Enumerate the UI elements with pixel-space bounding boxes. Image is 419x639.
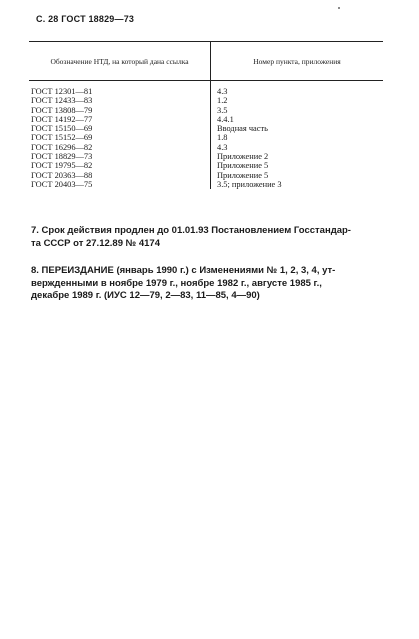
notes-section xyxy=(31,225,393,318)
document-cell: ГОСТ 15150—69 xyxy=(31,124,93,134)
clause-column xyxy=(210,87,383,189)
document-cell: ГОСТ 12301—81 xyxy=(31,87,93,96)
document-cell: ГОСТ 20403—75 xyxy=(31,179,93,189)
clause-cell: Вводная часть xyxy=(217,124,268,134)
table-header-row xyxy=(29,41,383,81)
note-line: 8. ПЕРЕИЗДАНИЕ (январь 1990 г.) с Изменениями № 1, 2, 3, 4, ут- xyxy=(31,265,336,277)
clause-cell: 4.3 xyxy=(217,142,228,152)
table-body xyxy=(29,81,383,189)
document-cell: ГОСТ 20363—88 xyxy=(31,170,93,180)
note-validity-extension xyxy=(31,225,393,250)
clause-cell: Приложение 5 xyxy=(217,170,269,180)
clause-cell: Приложение 5 xyxy=(217,161,269,171)
document-cell: ГОСТ 18829—73 xyxy=(31,152,93,162)
document-cell: ГОСТ 13808—79 xyxy=(31,105,93,115)
document-cell: ГОСТ 12433—83 xyxy=(31,96,93,106)
note-reissue xyxy=(31,265,393,303)
clause-cell: 3.5 xyxy=(217,105,228,115)
clause-cell: 4.3 xyxy=(217,87,228,96)
clause-cell: Приложение 2 xyxy=(217,152,269,162)
document-column xyxy=(29,87,210,189)
note-line: та СССР от 27.12.89 № 4174 xyxy=(31,237,160,249)
clause-cell: 1.2 xyxy=(217,96,228,106)
note-line: декабре 1989 г. (ИУС 12—79, 2—83, 11—85, 4—90) xyxy=(31,290,260,302)
page-header: С. 28 ГОСТ 18829—73 xyxy=(36,14,135,24)
note-line: вержденными в ноябре 1979 г., ноябре 1982 г., августе 1985 г., xyxy=(31,277,322,289)
column-header-document: Обозначение НТД, на который дана ссылка xyxy=(50,56,189,66)
column-header-clause: Номер пункта, приложения xyxy=(210,42,383,80)
document-cell: ГОСТ 19795—82 xyxy=(31,161,93,171)
reference-table xyxy=(29,41,383,189)
document-cell: ГОСТ 16296—82 xyxy=(31,142,93,152)
note-line: 7. Срок действия продлен до 01.01.93 Постановлением Госстандар- xyxy=(31,225,351,236)
clause-cell: 4.4.1 xyxy=(217,114,234,124)
document-cell: ГОСТ 14192—77 xyxy=(31,114,93,124)
document-cell: ГОСТ 15152—69 xyxy=(31,133,93,143)
clause-cell: 3.5; приложение 3 xyxy=(217,179,282,189)
clause-cell: 1.8 xyxy=(217,133,228,143)
scan-speck xyxy=(338,7,340,9)
